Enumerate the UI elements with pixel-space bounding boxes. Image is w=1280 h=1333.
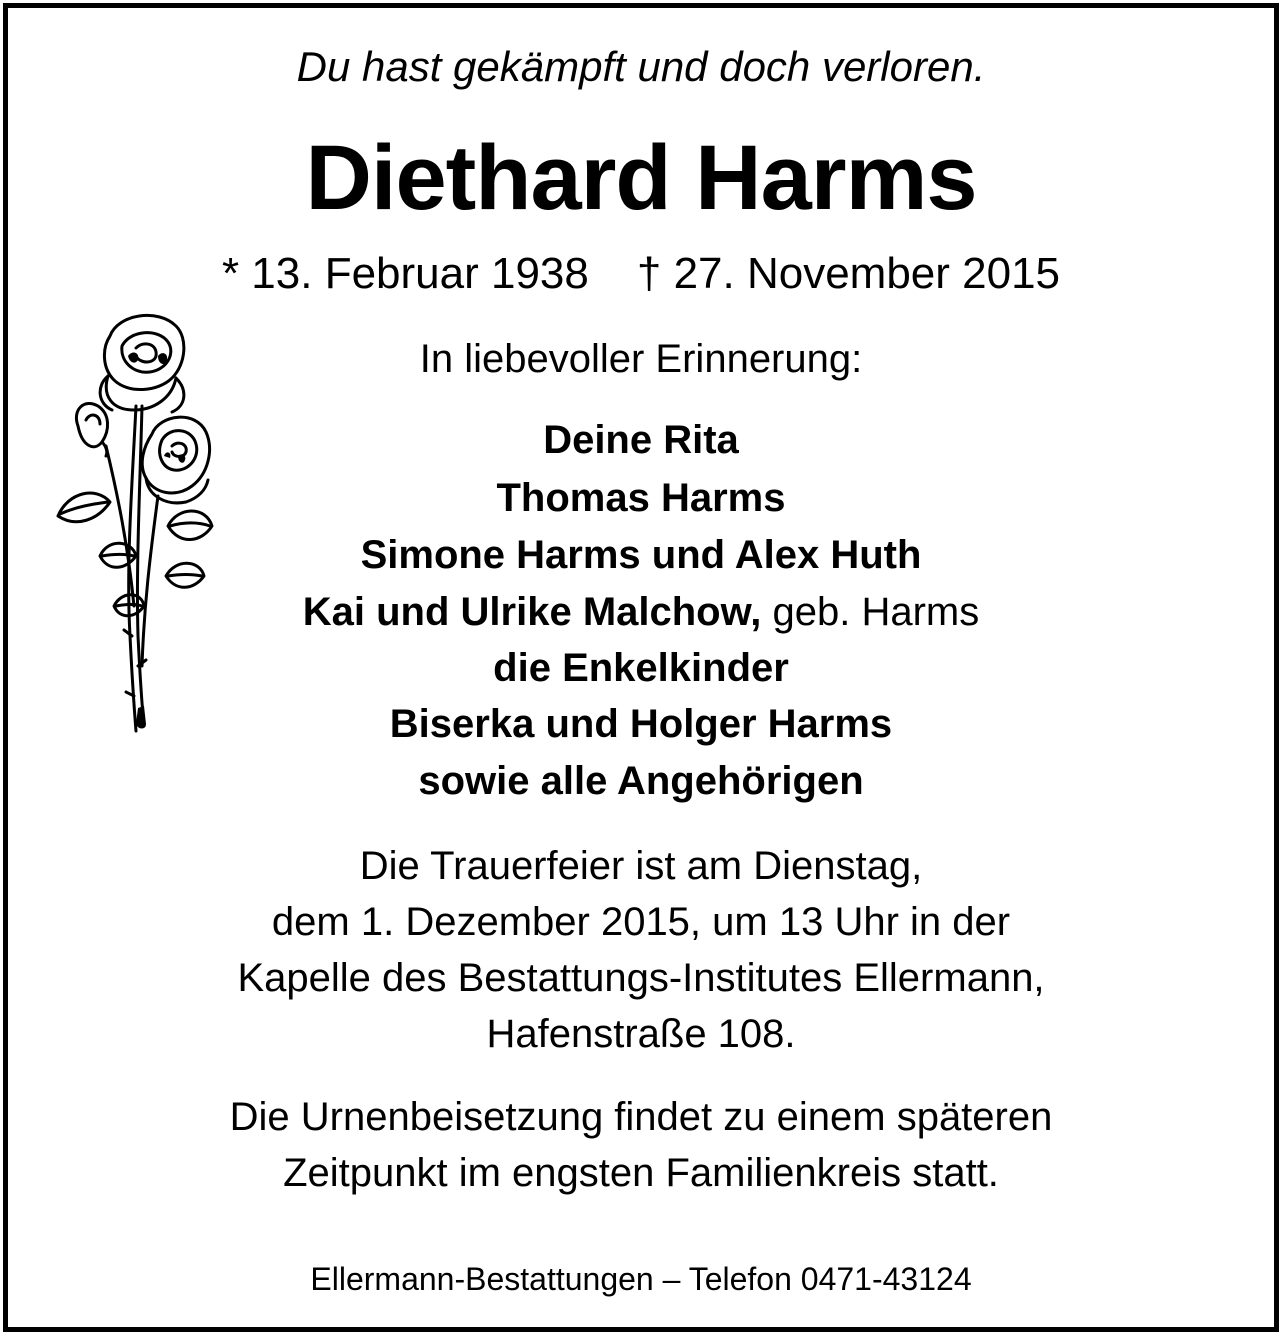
deceased-name: Diethard Harms (305, 127, 977, 229)
mourner-line: Deine Rita (543, 418, 739, 462)
service-line: dem 1. Dezember 2015, um 13 Uhr in der (271, 900, 1011, 944)
service-line: Hafenstraße 108. (486, 1012, 796, 1056)
mourner-line: Thomas Harms (496, 476, 786, 520)
rose-icon (48, 306, 218, 736)
service-line: Die Trauerfeier ist am Dienstag, (359, 844, 923, 888)
service-line: Kapelle des Bestattungs-Institutes Ellermann, (237, 956, 1045, 1000)
urn-line: Zeitpunkt im engsten Familienkreis statt. (283, 1151, 999, 1195)
mourner-line: sowie alle Angehörigen (418, 759, 864, 803)
mourner-line: die Enkelkinder (493, 646, 789, 690)
life-dates (8, 249, 1274, 298)
obituary-notice (3, 3, 1279, 1332)
mourner-line: Biserka und Holger Harms (389, 702, 893, 746)
memory-line: In liebevoller Erinnerung: (419, 337, 863, 381)
mourner-line: Simone Harms und Alex Huth (360, 533, 922, 577)
motto: Du hast gekämpft und doch verloren. (296, 43, 986, 90)
death-date: † 27. November 2015 (636, 249, 1061, 298)
mourner-names: Kai und Ulrike Malchow, (302, 590, 762, 634)
birth-date: * 13. Februar 1938 (221, 249, 589, 298)
urn-line: Die Urnenbeisetzung findet zu einem späteren (229, 1095, 1053, 1139)
maiden-name: geb. Harms (761, 590, 980, 634)
funeral-home-footer: Ellermann-Bestattungen – Telefon 0471-43124 (310, 1261, 972, 1297)
